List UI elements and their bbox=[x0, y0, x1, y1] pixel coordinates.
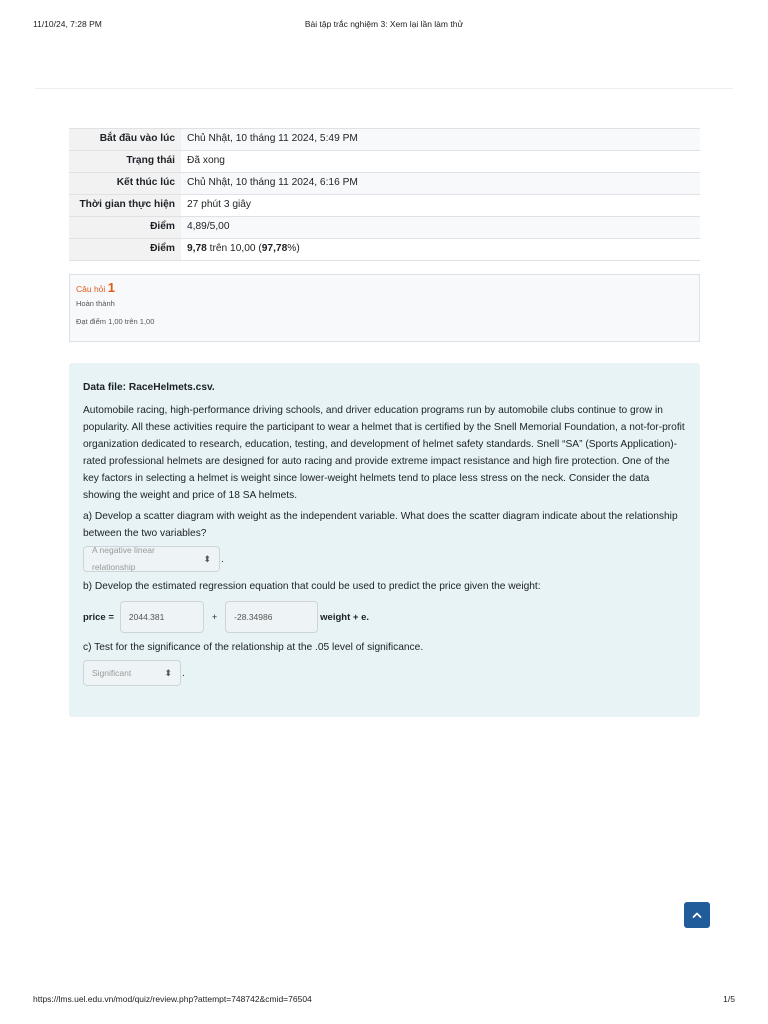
print-page-number: 1/5 bbox=[723, 994, 735, 1004]
summary-label: Kết thúc lúc bbox=[69, 173, 181, 195]
equation-price-label: price = bbox=[83, 611, 114, 623]
summary-value: Đã xong bbox=[181, 151, 700, 173]
answer-c-selected: Significant bbox=[92, 667, 132, 678]
summary-value: Chủ Nhật, 10 tháng 11 2024, 6:16 PM bbox=[181, 173, 700, 195]
question-label: Câu hỏi bbox=[76, 284, 106, 294]
print-header bbox=[33, 19, 735, 33]
summary-label: Điểm bbox=[69, 217, 181, 239]
summary-label: Thời gian thực hiện bbox=[69, 195, 181, 217]
chevron-up-icon bbox=[691, 909, 703, 921]
summary-row-state bbox=[69, 151, 700, 173]
grade-percent-suffix: %) bbox=[287, 243, 300, 254]
summary-label: Trạng thái bbox=[69, 151, 181, 173]
summary-row-started bbox=[69, 129, 700, 151]
question-info-panel bbox=[69, 274, 700, 342]
question-content bbox=[69, 363, 700, 717]
answer-c-line bbox=[83, 660, 686, 686]
summary-row-marks bbox=[69, 217, 700, 239]
question-part-c: c) Test for the significance of the relationship at the .05 level of significance. bbox=[83, 642, 424, 653]
answer-a-selected: A negative linear relationship bbox=[92, 545, 155, 572]
select-arrows-icon: ⬍ bbox=[203, 553, 211, 564]
grade-out-of: trên 10,00 ( bbox=[206, 243, 262, 254]
print-url: https://lms.uel.edu.vn/mod/quiz/review.php?attempt=748742&cmid=76504 bbox=[33, 994, 312, 1004]
question-part-a: a) Develop a scatter diagram with weight as the independent variable. What does the scatter diagram indicate about the relationship between the two variables? bbox=[83, 511, 678, 539]
summary-row-duration bbox=[69, 195, 700, 217]
period: . bbox=[182, 667, 185, 679]
summary-value: 4,89/5,00 bbox=[181, 217, 700, 239]
print-page-title: Bài tập trắc nghiệm 3: Xem lại lần làm thử bbox=[304, 19, 464, 29]
grade-score: 9,78 bbox=[187, 243, 207, 254]
intercept-input[interactable]: 2044.381 bbox=[120, 601, 204, 633]
summary-value: 27 phút 3 giây bbox=[181, 195, 700, 217]
answer-c-select[interactable] bbox=[83, 660, 181, 686]
summary-label: Bắt đầu vào lúc bbox=[69, 129, 181, 151]
answer-a-line bbox=[83, 546, 686, 572]
summary-row-completed bbox=[69, 173, 700, 195]
question-intro: Automobile racing, high-performance driving schools, and driver education programs run by automobile clubs continue to grow in popularity. All these activities require the participant to wear a helmet that is certified by the Snell Memorial Foundation, a not-for-profit organization dedicated to research, education, testing, and development of helmet safety standards. Snell “SA” (Sports Application)-rated professional helmets are designed for auto racing and provide extreme impact resistance and high fire protection. One of the key factors in selecting a helmet is weight since lower-weight helmets tend to place less stress on the neck. Consider the data showing the weight and price of 18 SA helmets. bbox=[83, 405, 685, 501]
equation-weight-label: weight + e. bbox=[320, 611, 370, 623]
period: . bbox=[221, 553, 224, 565]
plus-sign: + bbox=[211, 611, 218, 622]
divider bbox=[35, 88, 733, 89]
attempt-summary-table bbox=[69, 128, 700, 261]
data-file-label: Data file: RaceHelmets.csv. bbox=[83, 382, 215, 393]
slope-input[interactable]: -28.34986 bbox=[225, 601, 318, 633]
summary-value: Chủ Nhật, 10 tháng 11 2024, 5:49 PM bbox=[181, 129, 700, 151]
summary-row-grade bbox=[69, 239, 700, 261]
question-state: Hoàn thành bbox=[76, 299, 115, 308]
summary-value bbox=[181, 239, 700, 261]
back-to-top-button[interactable] bbox=[684, 902, 710, 928]
question-grade: Đạt điểm 1,00 trên 1,00 bbox=[76, 317, 155, 326]
answer-a-select[interactable] bbox=[83, 546, 220, 572]
print-footer bbox=[33, 994, 735, 1004]
print-datetime: 11/10/24, 7:28 PM bbox=[33, 19, 102, 29]
summary-label: Điểm bbox=[69, 239, 181, 261]
question-number-value: 1 bbox=[107, 280, 115, 295]
regression-equation bbox=[83, 601, 686, 633]
question-part-b: b) Develop the estimated regression equation that could be used to predict the price given the weight: bbox=[83, 581, 541, 592]
select-arrows-icon: ⬍ bbox=[164, 667, 172, 678]
question-number bbox=[76, 281, 693, 296]
grade-percent: 97,78 bbox=[261, 243, 288, 254]
